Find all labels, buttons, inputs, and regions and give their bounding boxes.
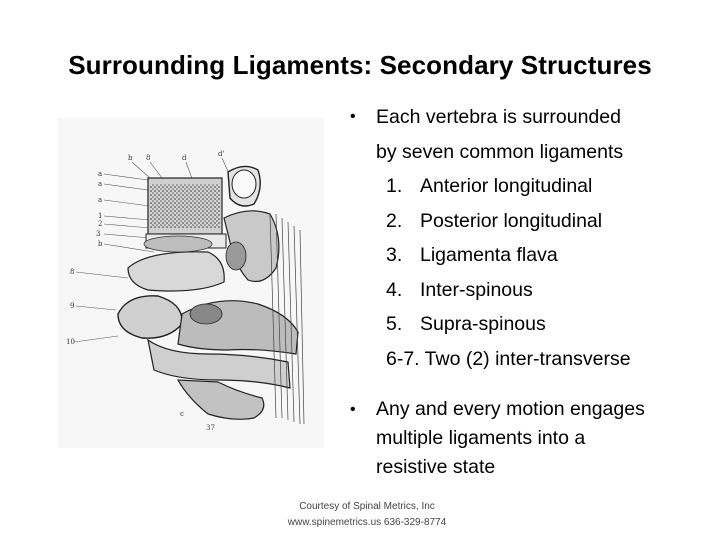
bullet-dot: • [350, 401, 356, 418]
label-left: a [98, 196, 103, 204]
bullet-text: resistive state [376, 456, 496, 478]
ligament-name: Inter-spinous [420, 278, 533, 301]
ligament-item [386, 238, 708, 273]
label-top: d' [218, 150, 225, 158]
label-left: 3 [96, 230, 101, 238]
bullet-text: Each vertebra is surrounded [376, 106, 621, 128]
label-top: 8 [146, 154, 151, 162]
bullet-dot: • [350, 108, 356, 125]
label-left: 1 [98, 212, 103, 220]
ligament-item-last: 6-7. Two (2) inter-transverse [386, 347, 631, 370]
spine-ligament-illustration [58, 118, 324, 448]
label-left: a [98, 170, 103, 178]
bullet-list [338, 100, 708, 482]
slide-title: Surrounding Ligaments: Secondary Structures [68, 50, 652, 80]
bullet-item [338, 395, 708, 482]
ligament-name: Supra-spinous [420, 313, 546, 335]
credit-footer [258, 499, 476, 531]
ligament-number: 2. [386, 209, 403, 232]
label-top: b [128, 154, 133, 162]
label-left: a [98, 180, 103, 188]
label-left: b [98, 240, 103, 248]
ligament-name: Anterior longitudinal [420, 175, 593, 197]
ligament-name: Ligamenta flava [420, 244, 558, 266]
label-left: c [180, 410, 184, 418]
ligament-item [386, 169, 708, 204]
ligament-number: 3. [386, 244, 403, 266]
credit-contact: www.spinemetrics.us 636-329-8774 [287, 517, 447, 528]
ligament-number: 5. [386, 313, 403, 335]
bullet-text: Any and every motion engages [376, 398, 645, 420]
ligament-number: 4. [386, 278, 403, 301]
label-left: 10 [66, 338, 75, 346]
ligament-item [386, 307, 708, 342]
label-left: 8 [70, 268, 75, 276]
bullet-text: multiple ligaments into a [376, 427, 586, 449]
label-left: 2 [98, 220, 103, 228]
ligament-name: Posterior longitudinal [420, 209, 603, 232]
label-left: 9 [70, 302, 75, 310]
bullet-text: by seven common ligaments [376, 140, 624, 163]
label-top: d [182, 154, 187, 162]
bullet-item [338, 100, 708, 376]
credit-line: Courtesy of Spinal Metrics, Inc [299, 501, 435, 512]
ligament-number: 1. [386, 175, 403, 197]
ligament-item [386, 204, 708, 239]
figure-page-number: 37 [206, 424, 215, 432]
ligament-item [386, 273, 708, 308]
